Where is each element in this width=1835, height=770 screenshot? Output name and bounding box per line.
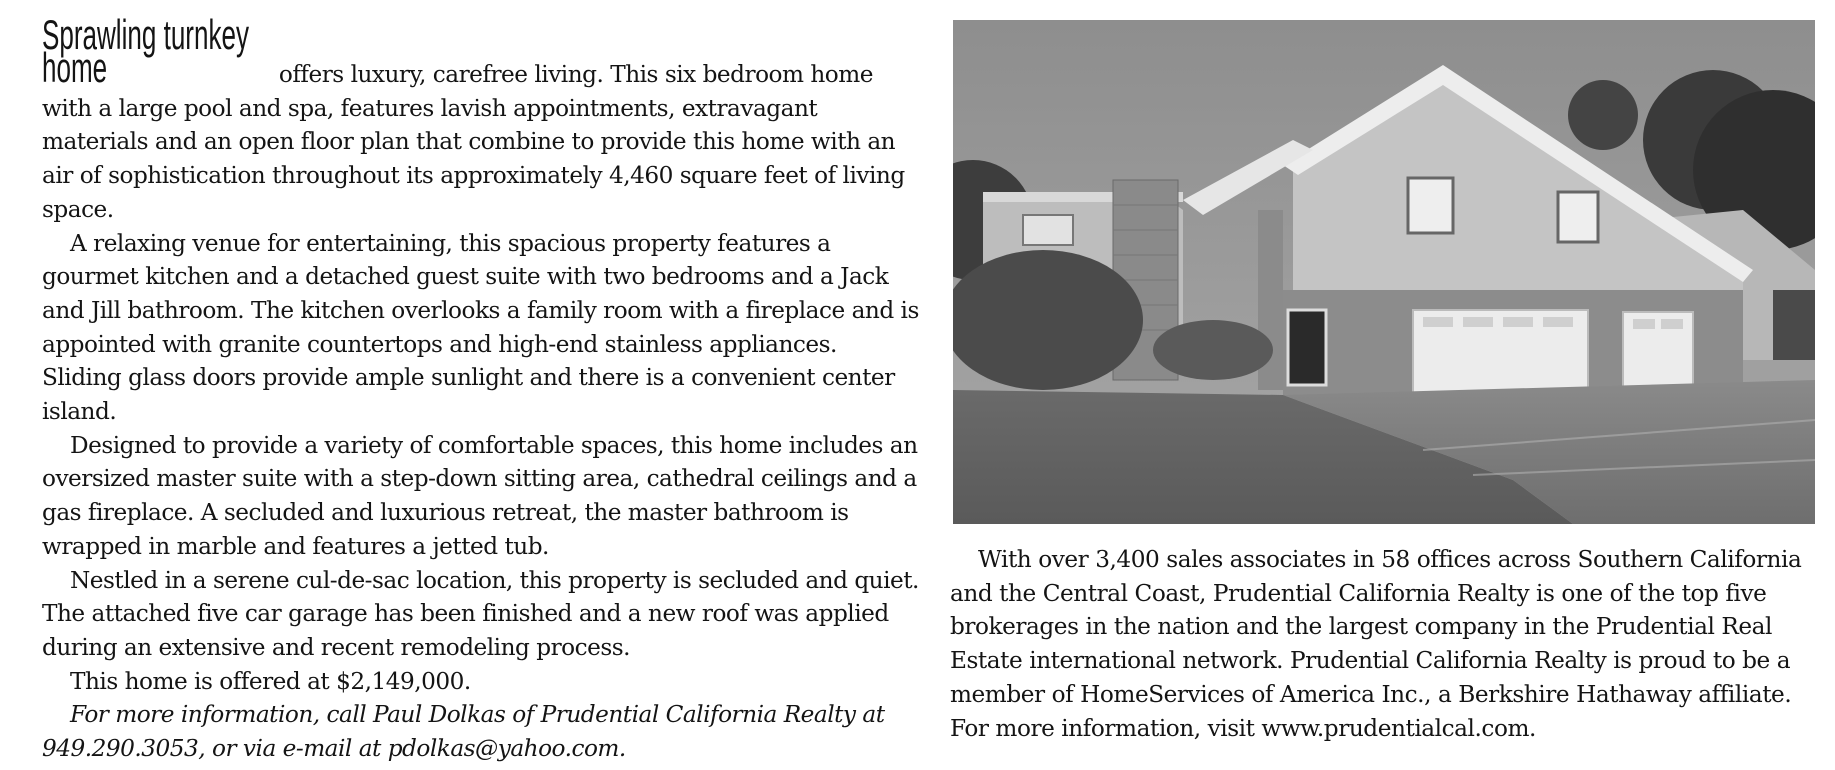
house-photo-illustration bbox=[953, 20, 1815, 524]
paragraph-master-suite: Designed to provide a variety of comfortable spaces, this home includes an oversized master suite with a step-down sitting area, cathedral ceilings and a gas fireplace. A secluded and luxurious retreat, the master bathroom is wrapped in marble and features a jetted tub. bbox=[42, 431, 918, 560]
company-sidebar bbox=[950, 543, 1820, 745]
headline: Sprawling turnkey home bbox=[42, 11, 249, 91]
paragraph-location: Nestled in a serene cul-de-sac location, this property is secluded and quiet. The attached five car garage has been finished and a new roof was applied during an extensive and recent remodeling process. bbox=[42, 566, 919, 661]
paragraph-price: This home is offered at $2,149,000. bbox=[70, 667, 471, 695]
paragraph-contact: For more information, call Paul Dolkas of Prudential California Realty at 949.290.3053, or via e-mail at pdolkas@yahoo.com. bbox=[42, 701, 885, 763]
paragraph-entertaining: A relaxing venue for entertaining, this spacious property features a gourmet kitchen and a detached guest suite with two bedrooms and a Jack and Jill bathroom. The kitchen overlooks a family room with a fireplace and is appointed with granite countertops and high-end stainless appliances. Sliding glass doors provide ample sunlight and there is a convenient center island. bbox=[42, 229, 919, 426]
intro-text: offers luxury, carefree living. This six bedroom home with a large pool and spa, features lavish appointments, extravagant materials and an open floor plan that combine to provide this home with an air of sophistication throughout its approximately 4,460 square feet of living space. bbox=[42, 61, 905, 223]
article-body bbox=[42, 11, 922, 766]
house-photo bbox=[953, 20, 1815, 524]
paragraph-intro bbox=[42, 11, 922, 227]
paragraph-company: With over 3,400 sales associates in 58 offices across Southern California and the Central Coast, Prudential California Realty is one of the top five brokerages in the nation and the largest company in the Prudential Real Estate international network. Prudential California Realty is proud to be a member of HomeServices of America Inc., a Berkshire Hathaway affiliate. For more information, visit www.prudentialcal.com. bbox=[950, 546, 1802, 742]
